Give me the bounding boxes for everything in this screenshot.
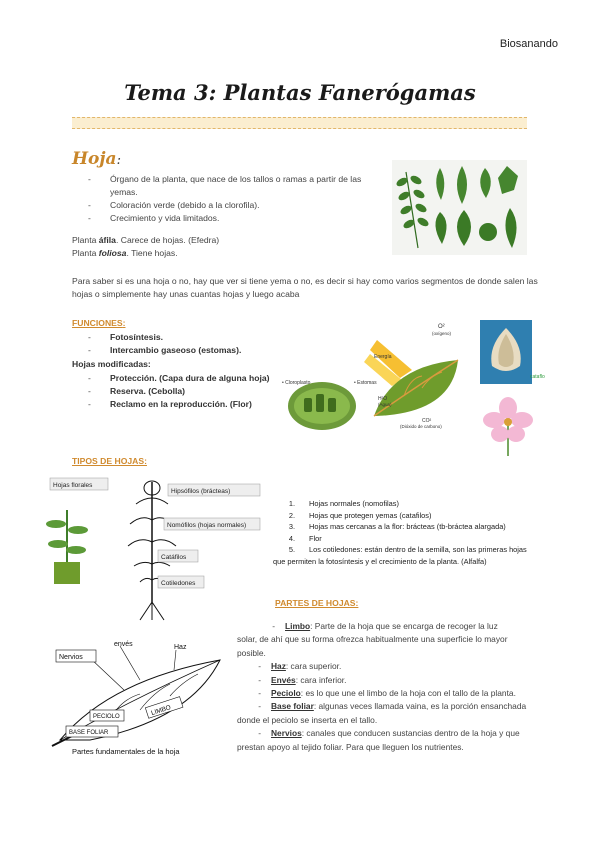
photosynthesis-diagram (282, 318, 472, 438)
bullet-text: Coloración verde (debido a la clorofila). (110, 200, 260, 210)
enves-definition: : cara inferior. (295, 674, 347, 685)
funciones-heading-text: FUNCIONES (72, 318, 123, 328)
nervios-definition-cont: prestan apoyo al tejido foliar. Para que lleguen los nutrientes. (237, 741, 464, 752)
leaf-parts-diagram (50, 640, 230, 760)
agua-sub-label: (Agua) (378, 402, 392, 407)
list-item: - Fotosíntesis. (88, 332, 164, 342)
funcion-item: Intercambio gaseoso (estomas). (110, 345, 242, 355)
tipo-item: Hojas que protegen yemas (catafilos) (309, 510, 432, 520)
base-definition: : algunas veces llamada vaina, es la porción ensanchada (313, 701, 527, 712)
haz-term: Haz (271, 661, 286, 672)
foliosa-word: foliosa (98, 248, 127, 258)
funciones-list (88, 331, 288, 357)
list-item: - Peciolo: es lo que une el limbo de la hoja con el tallo de la planta. (258, 688, 516, 699)
list-item: - Protección. (Capa dura de alguna hoja) (88, 373, 270, 383)
list-item: - Nervios: canales que conducen sustancias dentro de la hoja y que (258, 728, 520, 739)
tipo-item: Hojas mas cercanas a la flor: brácteas (tb-bráctea alargada) (309, 522, 506, 531)
nervios-diagram-label: Nervios (59, 654, 83, 661)
list-item (88, 186, 388, 199)
flower-photo (478, 388, 538, 458)
leaf-parts-illustration (50, 640, 230, 760)
photosynthesis-illustration (282, 318, 472, 438)
leaves-illustration (392, 160, 527, 255)
hoja-bullets (88, 173, 388, 225)
hoja-heading-colon: : (116, 153, 121, 168)
leaves-photo (392, 160, 527, 255)
limbo-definition-cont: posible. (237, 647, 266, 658)
list-item: - Coloración verde (debido a la clorofila). (88, 200, 260, 210)
hipsofilos-label: Hipsófilos (brácteas) (171, 488, 231, 495)
modificadas-label: Hojas modificadas: (72, 359, 151, 369)
paragraph-line: Para saber si es una hoja o no, hay que ver si tiene yema o no, es decir si hay como varios segmentos de donde salen las (72, 276, 538, 286)
tipos-list (275, 498, 575, 567)
bulb-illustration (480, 320, 532, 384)
base-term: Base foliar (271, 701, 314, 712)
list-item: 4. Flor (288, 533, 322, 543)
enves-term: Envés (271, 674, 296, 685)
agua-label: H²O (378, 396, 388, 402)
modificadas-list (88, 372, 298, 411)
bulb-photo (480, 320, 532, 384)
tipo-item-continuation: que permiten la fotosíntesis y el crecimiento de la planta. (Alfalfa) (273, 556, 487, 566)
o2-label: O² (438, 324, 445, 330)
co2-label: CO² (422, 418, 432, 424)
tipo-item: Flor (309, 533, 322, 543)
list-item: - Haz: cara superior. (258, 661, 342, 672)
peciolo-definition: : es lo que une el limbo de la hoja con el tallo de la planta. (300, 688, 516, 699)
limbo-definition: : Parte de la hoja que se encarga de recoger la luz (310, 621, 498, 631)
nomofilos-label: Nomófilos (hojas normales) (167, 522, 247, 529)
partes-list (237, 620, 553, 754)
tipos-heading: TIPOS DE HOJAS: (72, 456, 147, 466)
leaf-diagram-caption: Partes fundamentales de la hoja (72, 747, 180, 756)
afila-line (72, 234, 372, 247)
modificada-item: Reclamo en la reproducción. (Flor) (110, 399, 252, 409)
hoja-heading-text: Hoja (72, 149, 117, 169)
list-item: - Intercambio gaseoso (estomas). (88, 345, 242, 355)
foliosa-prefix: Planta (72, 248, 99, 258)
energia-label: Energía (374, 354, 392, 360)
estomas-label: • Estomas (354, 380, 377, 386)
peciolo-diagram-label: PECIOLO (93, 714, 120, 720)
page-title: Tema 3: Plantas Fanerógamas (124, 80, 476, 105)
bullet-text: Órgano de la planta, que nace de los tallos o ramas a partir de las (110, 174, 362, 184)
florales-label: Hojas florales (53, 482, 93, 489)
co2-sub-label: (Dióxido de carbono) (400, 424, 442, 429)
hoja-types (72, 234, 372, 260)
list-item: - Reserva. (Cebolla) (88, 386, 185, 396)
list-item: - Órgano de la planta, que nace de los tallos o ramas a partir de las (88, 174, 362, 184)
funciones-heading-colon: : (122, 318, 126, 328)
afila-prefix: Planta (72, 235, 99, 245)
foliosa-rest: . Tiene hojas. (126, 248, 178, 258)
afila-rest: . Carece de hojas. (Efedra) (115, 235, 220, 245)
limbo-diagram-label: LIMBO (150, 704, 172, 718)
catafilos-label: Catáfilos (161, 554, 187, 561)
partes-heading: PARTES DE HOJAS: (275, 598, 359, 608)
bullet-text: yemas. (110, 187, 138, 197)
list-item: - Reclamo en la reproducción. (Flor) (88, 399, 252, 409)
hoja-heading (72, 149, 121, 169)
modificada-item: Reserva. (Cebolla) (110, 386, 185, 396)
tipo-item: Los cotiledones: están dentro de la semilla, son las primeras hojas (309, 545, 527, 554)
peciolo-term: Peciolo (271, 688, 301, 699)
list-item: - Base foliar: algunas veces llamada vaina, es la porción ensanchada (258, 701, 527, 712)
base-diagram-label: BASE FOLIAR (69, 730, 109, 736)
nervios-definition: : canales que conducen sustancias dentro de la hoja y que (301, 728, 520, 739)
paragraph-line: hojas o simplemente hay unas cuantas hojas y luego acaba (72, 289, 300, 299)
afila-word: áfila (98, 235, 116, 245)
list-item: - Crecimiento y vida limitados. (88, 213, 220, 223)
title-divider (72, 117, 527, 129)
base-definition-cont: donde el peciolo se inserta en el tallo. (237, 714, 378, 725)
list-item: 2. Hojas que protegen yemas (catafilos) (288, 510, 432, 520)
hoja-paragraph (72, 275, 542, 301)
haz-definition: : cara superior. (285, 661, 342, 672)
list-item: - Envés: cara inferior. (258, 674, 347, 685)
haz-diagram-label: Haz (174, 644, 187, 651)
funcion-item: Fotosíntesis. (110, 332, 164, 342)
brand-name: Biosanando (499, 38, 558, 50)
leaf-types-illustration (40, 474, 272, 622)
enves-diagram-label: envés (114, 641, 133, 648)
limbo-term: Limbo (285, 621, 311, 631)
bullet-text: Crecimiento y vida limitados. (110, 213, 220, 223)
bulb-label: cataflo (530, 374, 545, 380)
flower-illustration (478, 388, 538, 458)
list-item: 1. Hojas normales (nomofilas) (288, 499, 399, 508)
modificada-item: Protección. (Capa dura de alguna hoja) (110, 373, 270, 383)
cloroplasto-label: • Cloroplasto (282, 380, 311, 386)
o2-sub-label: (oxígeno) (432, 331, 452, 336)
funciones-heading (72, 318, 126, 328)
leaf-types-diagram (40, 474, 272, 622)
limbo-definition-cont: solar, de ahí que su forma ofrezca habitualmente una superficie lo mayor (237, 634, 508, 645)
tipo-item: Hojas normales (nomofilas) (309, 499, 399, 508)
foliosa-line (72, 247, 372, 260)
list-item: 3. Hojas mas cercanas a la flor: brácteas (tb-bráctea alargada) (288, 522, 506, 531)
nervios-term: Nervios (271, 728, 302, 739)
list-item: - Limbo: Parte de la hoja que se encarga de recoger la luz (272, 621, 498, 631)
cotiledones-label: Cotiledones (161, 580, 196, 587)
list-item: 5. Los cotiledones: están dentro de la semilla, son las primeras hojas (288, 545, 527, 554)
